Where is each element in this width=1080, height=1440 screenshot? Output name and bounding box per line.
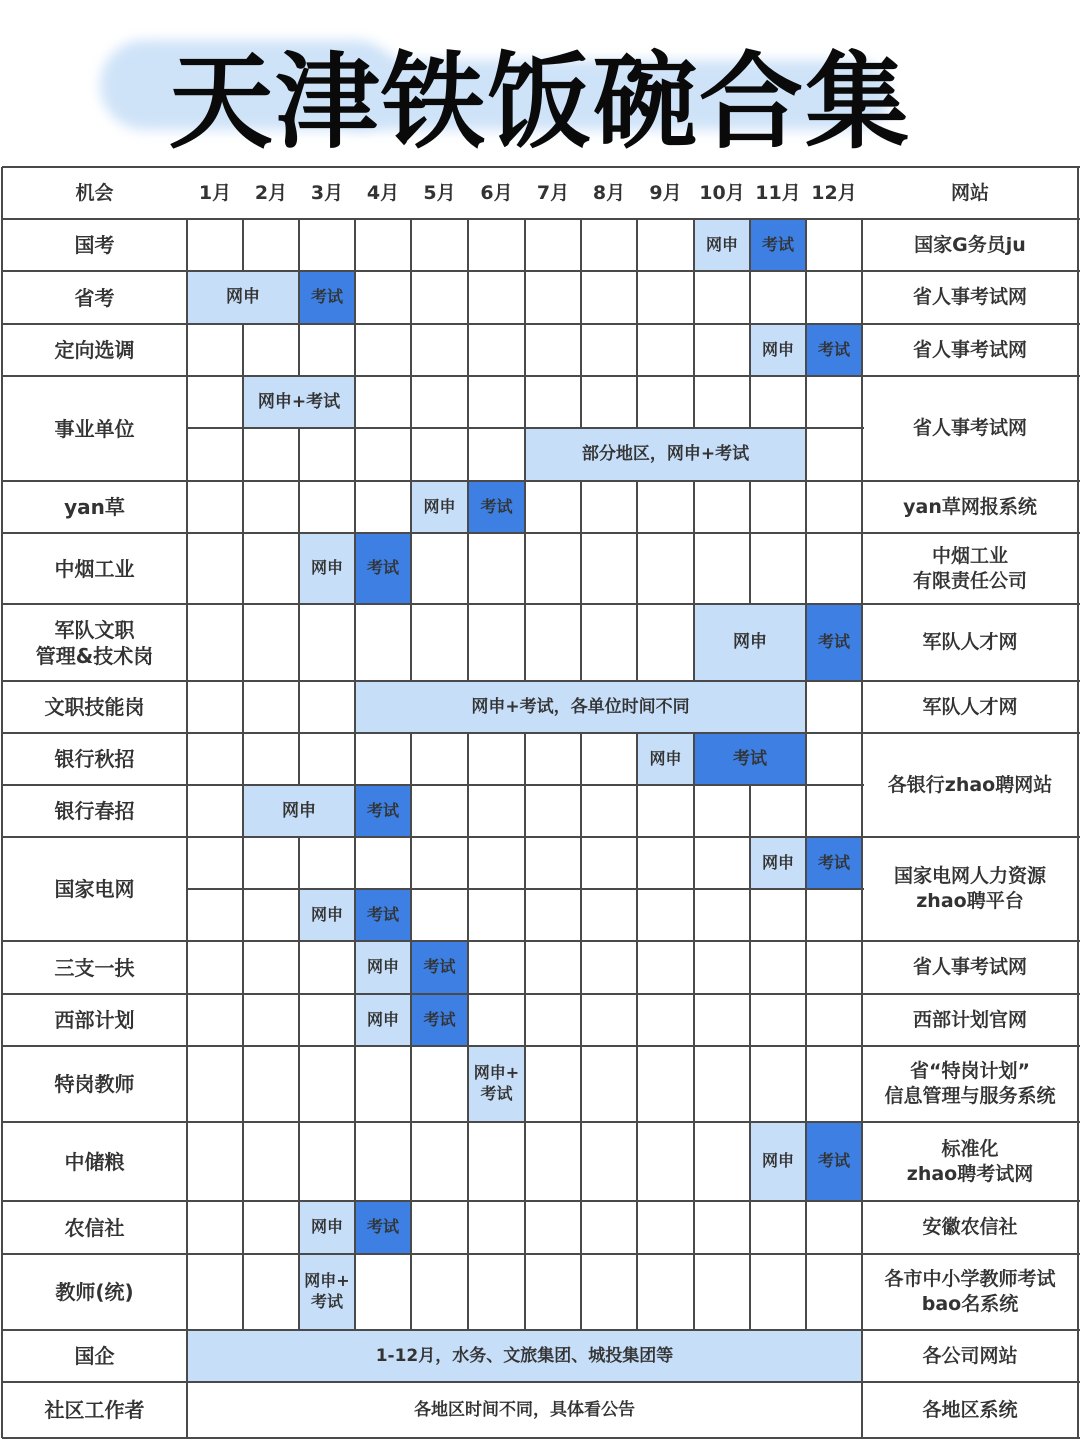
grid-line bbox=[524, 941, 526, 994]
schedule-bar-dark: 考试 bbox=[806, 324, 862, 376]
schedule-bar-light: 网申 bbox=[299, 533, 355, 604]
grid-line bbox=[242, 481, 244, 533]
grid-line bbox=[242, 785, 244, 837]
schedule-bar-dark: 考试 bbox=[355, 533, 411, 604]
grid-line bbox=[580, 604, 582, 681]
grid-line bbox=[354, 533, 356, 604]
schedule-bar-dark: 考试 bbox=[355, 1201, 411, 1254]
row-site: 标准化 zhao聘考试网 bbox=[906, 1137, 1034, 1185]
grid-line bbox=[524, 324, 526, 376]
schedule-bar-light: 网申+ 考试 bbox=[468, 1046, 525, 1122]
grid-line bbox=[467, 1122, 469, 1201]
grid-line bbox=[467, 733, 469, 785]
grid-line bbox=[693, 1254, 695, 1330]
grid-line bbox=[524, 271, 526, 324]
grid-line bbox=[410, 1254, 412, 1330]
grid-line bbox=[805, 219, 807, 271]
grid-line bbox=[580, 481, 582, 533]
grid-line bbox=[749, 785, 751, 837]
grid-line bbox=[580, 733, 582, 785]
grid-line bbox=[693, 889, 695, 941]
grid-line bbox=[354, 1254, 356, 1330]
grid-line bbox=[467, 837, 469, 889]
schedule-bar-dark: 考试 bbox=[468, 481, 525, 533]
row-site: yan草网报系统 bbox=[903, 495, 1037, 518]
grid-line bbox=[693, 733, 695, 785]
grid-line bbox=[524, 1254, 526, 1330]
grid-line bbox=[805, 428, 807, 481]
grid-line bbox=[354, 785, 356, 837]
grid-line bbox=[242, 837, 244, 889]
grid-line bbox=[524, 481, 526, 533]
grid-line bbox=[580, 837, 582, 889]
grid-line bbox=[354, 481, 356, 533]
header-month: 11月 bbox=[755, 181, 801, 204]
row-name: 农信社 bbox=[64, 1215, 125, 1240]
grid-line bbox=[410, 889, 412, 941]
grid-line bbox=[298, 681, 300, 733]
grid-line bbox=[354, 681, 356, 733]
header-month: 10月 bbox=[699, 181, 745, 204]
grid-line bbox=[467, 1254, 469, 1330]
grid-line bbox=[524, 219, 526, 271]
row-name: 特岗教师 bbox=[54, 1072, 135, 1096]
grid-line bbox=[467, 1201, 469, 1254]
row-site: 省人事考试网 bbox=[912, 417, 1027, 440]
grid-line bbox=[242, 941, 244, 994]
row-name: 国家电网 bbox=[54, 877, 135, 901]
grid-line bbox=[861, 785, 863, 837]
grid-line bbox=[298, 1254, 300, 1330]
grid-line bbox=[467, 324, 469, 376]
grid-line bbox=[693, 324, 695, 376]
header-month: 12月 bbox=[811, 181, 857, 204]
grid-line bbox=[354, 1201, 356, 1254]
grid-line bbox=[298, 889, 300, 941]
grid-line bbox=[805, 1201, 807, 1254]
header-month: 5月 bbox=[423, 181, 456, 204]
grid-line bbox=[410, 428, 412, 481]
schedule-bar-light: 网申 bbox=[411, 481, 468, 533]
grid-line bbox=[749, 324, 751, 376]
grid-line bbox=[636, 1122, 638, 1201]
grid-line bbox=[636, 733, 638, 785]
grid-line bbox=[636, 837, 638, 889]
grid-line bbox=[298, 428, 300, 481]
grid-line bbox=[693, 376, 695, 428]
grid-line bbox=[298, 733, 300, 785]
header-month: 7月 bbox=[536, 181, 570, 204]
row-name: 西部计划 bbox=[54, 1008, 135, 1032]
row-site: 省人事考试网 bbox=[912, 956, 1027, 979]
grid-line bbox=[749, 481, 751, 533]
header-name: 机会 bbox=[75, 181, 114, 204]
grid-line bbox=[467, 889, 469, 941]
grid-line bbox=[805, 1254, 807, 1330]
grid-line bbox=[242, 324, 244, 376]
grid-line bbox=[242, 219, 244, 271]
row-name: 国企 bbox=[74, 1344, 115, 1368]
grid-line bbox=[354, 889, 356, 941]
grid-line bbox=[805, 889, 807, 941]
grid-line bbox=[636, 219, 638, 271]
grid-line bbox=[580, 533, 582, 604]
schedule-bar-light: 网申 bbox=[750, 324, 806, 376]
grid-line bbox=[749, 376, 751, 428]
schedule-bar-light: 1-12月，水务、文旅集团、城投集团等 bbox=[187, 1330, 862, 1382]
grid-line bbox=[805, 1122, 807, 1201]
row-name: 教师(统) bbox=[55, 1280, 134, 1304]
row-name: 军队文职 管理&技术岗 bbox=[35, 617, 154, 668]
schedule-bar-light: 网申+ 考试 bbox=[299, 1254, 355, 1330]
row-site: 各公司网站 bbox=[922, 1344, 1018, 1367]
grid-line bbox=[524, 889, 526, 941]
grid-line bbox=[524, 428, 526, 481]
grid-line bbox=[298, 271, 300, 324]
grid-line bbox=[805, 733, 807, 785]
grid-line bbox=[410, 785, 412, 837]
grid-line bbox=[749, 1201, 751, 1254]
grid-line bbox=[693, 1201, 695, 1254]
grid-line bbox=[749, 1254, 751, 1330]
grid-line bbox=[242, 428, 244, 481]
grid-line bbox=[467, 271, 469, 324]
row-name: 国考 bbox=[74, 233, 115, 257]
grid-line bbox=[580, 271, 582, 324]
schedule-bar-light: 网申 bbox=[299, 1201, 355, 1254]
header-site: 网站 bbox=[950, 181, 989, 204]
row-site: 安徽农信社 bbox=[922, 1216, 1018, 1239]
grid-line bbox=[410, 1046, 412, 1122]
grid-line bbox=[298, 1046, 300, 1122]
grid-line bbox=[467, 376, 469, 428]
grid-line bbox=[693, 604, 695, 681]
schedule-bar-light: 部分地区，网申+考试 bbox=[525, 428, 806, 481]
row-name: 银行秋招 bbox=[54, 747, 135, 771]
grid-line bbox=[467, 428, 469, 481]
grid-line bbox=[693, 1046, 695, 1122]
header-month: 3月 bbox=[310, 181, 344, 204]
grid-line bbox=[298, 219, 300, 271]
grid-line bbox=[805, 681, 807, 733]
grid-line bbox=[298, 324, 300, 376]
grid-line bbox=[354, 376, 356, 428]
grid-line bbox=[242, 376, 244, 428]
grid-line bbox=[805, 837, 807, 889]
grid-line bbox=[693, 219, 695, 271]
schedule-bar-dark: 考试 bbox=[299, 271, 355, 324]
grid-line bbox=[524, 785, 526, 837]
row-site: 省人事考试网 bbox=[912, 338, 1027, 361]
grid-line bbox=[805, 994, 807, 1046]
grid-line bbox=[242, 1201, 244, 1254]
grid-line bbox=[354, 604, 356, 681]
schedule-bar-dark: 考试 bbox=[750, 219, 806, 271]
header-month: 6月 bbox=[480, 181, 513, 204]
grid-line bbox=[524, 733, 526, 785]
grid-line bbox=[354, 271, 356, 324]
row-site: 省人事考试网 bbox=[912, 286, 1027, 309]
schedule-bar-dark: 考试 bbox=[694, 733, 806, 785]
grid-line bbox=[636, 941, 638, 994]
grid-line bbox=[298, 994, 300, 1046]
schedule-bar-dark: 考试 bbox=[806, 1122, 862, 1201]
grid-line bbox=[298, 604, 300, 681]
grid-line bbox=[410, 324, 412, 376]
grid-line bbox=[580, 1046, 582, 1122]
grid-line bbox=[410, 994, 412, 1046]
row-name: 文职技能岗 bbox=[44, 695, 145, 719]
row-site: 各银行zhao聘网站 bbox=[887, 773, 1053, 796]
schedule-bar-light: 网申 bbox=[750, 1122, 806, 1201]
grid-line bbox=[410, 481, 412, 533]
row-name: 中烟工业 bbox=[54, 556, 135, 581]
grid-line bbox=[354, 1122, 356, 1201]
grid-line bbox=[410, 837, 412, 889]
schedule-bar-light: 网申 bbox=[355, 941, 411, 994]
grid-line bbox=[410, 271, 412, 324]
row-site: 各市中小学教师考试 bao名系统 bbox=[884, 1268, 1056, 1315]
schedule-bar-light: 网申+考试，各单位时间不同 bbox=[355, 681, 806, 733]
grid-line bbox=[805, 324, 807, 376]
grid-line bbox=[636, 604, 638, 681]
grid-line bbox=[298, 481, 300, 533]
grid-line bbox=[805, 481, 807, 533]
grid-line bbox=[242, 1122, 244, 1201]
grid-line bbox=[467, 604, 469, 681]
grid-line bbox=[805, 604, 807, 681]
grid-line bbox=[636, 785, 638, 837]
grid-line bbox=[354, 428, 356, 481]
grid-line bbox=[467, 941, 469, 994]
grid-line bbox=[298, 1122, 300, 1201]
grid-line bbox=[524, 1201, 526, 1254]
schedule-bar-dark: 考试 bbox=[411, 994, 468, 1046]
grid-line bbox=[242, 1046, 244, 1122]
grid-line bbox=[298, 533, 300, 604]
header-month: 9月 bbox=[649, 181, 682, 204]
schedule-bar-dark: 考试 bbox=[355, 785, 411, 837]
grid-line bbox=[749, 994, 751, 1046]
grid-line bbox=[410, 376, 412, 428]
grid-line bbox=[580, 941, 582, 994]
grid-line bbox=[580, 889, 582, 941]
grid-line bbox=[410, 1122, 412, 1201]
schedule-bar-none: 各地区时间不同，具体看公告 bbox=[414, 1399, 635, 1420]
row-site: 军队人才网 bbox=[922, 631, 1018, 654]
grid-line bbox=[805, 376, 807, 428]
schedule-bar-dark: 考试 bbox=[355, 889, 411, 941]
grid-line bbox=[524, 1046, 526, 1122]
grid-line bbox=[636, 889, 638, 941]
grid-line bbox=[580, 785, 582, 837]
grid-line bbox=[354, 994, 356, 1046]
grid-line bbox=[636, 271, 638, 324]
grid-line bbox=[242, 733, 244, 785]
grid-line bbox=[242, 1254, 244, 1330]
grid-line bbox=[298, 837, 300, 889]
schedule-bar-light: 网申 bbox=[694, 219, 750, 271]
schedule-bar-dark: 考试 bbox=[411, 941, 468, 994]
grid-line bbox=[354, 219, 356, 271]
grid-line bbox=[693, 941, 695, 994]
grid-line bbox=[580, 1254, 582, 1330]
grid-line bbox=[298, 941, 300, 994]
grid-line bbox=[749, 533, 751, 604]
page-title: 天津铁饭碗合集 bbox=[168, 41, 911, 163]
grid-line bbox=[467, 1046, 469, 1122]
grid-line bbox=[693, 271, 695, 324]
grid-line bbox=[524, 837, 526, 889]
grid-line bbox=[524, 376, 526, 428]
grid-line bbox=[524, 994, 526, 1046]
grid-line bbox=[580, 376, 582, 428]
grid-line bbox=[636, 1254, 638, 1330]
row-site: 国家G务员ju bbox=[914, 233, 1026, 256]
grid-line bbox=[410, 733, 412, 785]
row-name: 社区工作者 bbox=[44, 1398, 145, 1422]
row-name: 省考 bbox=[74, 285, 115, 310]
grid-line bbox=[242, 604, 244, 681]
grid-line bbox=[242, 681, 244, 733]
grid-line bbox=[805, 533, 807, 604]
row-name: 银行春招 bbox=[54, 799, 135, 823]
grid-line bbox=[749, 837, 751, 889]
grid-line bbox=[805, 1046, 807, 1122]
grid-line bbox=[693, 1122, 695, 1201]
grid-line bbox=[524, 1122, 526, 1201]
grid-line bbox=[242, 533, 244, 604]
grid-line bbox=[693, 533, 695, 604]
grid-line bbox=[354, 324, 356, 376]
schedule-bar-light: 网申 bbox=[637, 733, 694, 785]
row-name: 事业单位 bbox=[54, 416, 135, 441]
grid-line bbox=[354, 1046, 356, 1122]
grid-line bbox=[693, 837, 695, 889]
grid-line bbox=[636, 994, 638, 1046]
grid-line bbox=[636, 324, 638, 376]
grid-line bbox=[354, 837, 356, 889]
grid-line bbox=[636, 1046, 638, 1122]
grid-line bbox=[805, 785, 807, 837]
row-name: 三支一扶 bbox=[54, 955, 135, 980]
grid-line bbox=[805, 941, 807, 994]
grid-line bbox=[749, 1046, 751, 1122]
grid-line bbox=[580, 1122, 582, 1201]
grid-line bbox=[410, 941, 412, 994]
row-site: 各地区系统 bbox=[922, 1398, 1018, 1421]
grid-line bbox=[354, 941, 356, 994]
grid-line bbox=[242, 889, 244, 941]
grid-line bbox=[410, 604, 412, 681]
schedule-bar-light: 网申+考试 bbox=[243, 376, 355, 428]
grid-line bbox=[467, 994, 469, 1046]
schedule-bar-light: 网申 bbox=[243, 785, 355, 837]
grid-line bbox=[693, 481, 695, 533]
row-name: yan草 bbox=[64, 495, 125, 519]
schedule-bar-light: 网申 bbox=[299, 889, 355, 941]
row-site: 中烟工业 有限责任公司 bbox=[912, 544, 1027, 592]
grid-line bbox=[580, 994, 582, 1046]
row-site: 西部计划官网 bbox=[912, 1008, 1027, 1031]
grid-line bbox=[410, 533, 412, 604]
header-month: 4月 bbox=[366, 181, 400, 204]
grid-line bbox=[636, 481, 638, 533]
grid-line bbox=[749, 1122, 751, 1201]
grid-line bbox=[693, 994, 695, 1046]
schedule-bar-dark: 考试 bbox=[806, 604, 862, 681]
grid-line bbox=[749, 219, 751, 271]
grid-line bbox=[467, 219, 469, 271]
grid-line bbox=[2, 166, 1080, 168]
grid-line bbox=[580, 219, 582, 271]
grid-line bbox=[467, 533, 469, 604]
grid-line bbox=[749, 941, 751, 994]
row-name: 定向选调 bbox=[54, 338, 135, 362]
grid-line bbox=[580, 1201, 582, 1254]
header-month: 8月 bbox=[592, 181, 626, 204]
grid-line bbox=[636, 1201, 638, 1254]
grid-line bbox=[298, 1201, 300, 1254]
grid-line bbox=[749, 889, 751, 941]
grid-line bbox=[636, 376, 638, 428]
grid-line bbox=[693, 785, 695, 837]
row-name: 中储粮 bbox=[64, 1149, 125, 1174]
header-month: 1月 bbox=[198, 181, 232, 204]
grid-line bbox=[410, 1201, 412, 1254]
grid-line bbox=[580, 324, 582, 376]
schedule-bar-light: 网申 bbox=[694, 604, 806, 681]
schedule-bar-dark: 考试 bbox=[806, 837, 862, 889]
grid-line bbox=[636, 533, 638, 604]
grid-line bbox=[410, 219, 412, 271]
grid-line bbox=[524, 604, 526, 681]
grid-line bbox=[467, 481, 469, 533]
grid-line bbox=[524, 533, 526, 604]
schedule-bar-light: 网申 bbox=[750, 837, 806, 889]
grid-line bbox=[354, 733, 356, 785]
grid-line bbox=[467, 785, 469, 837]
schedule-bar-light: 网申 bbox=[187, 271, 299, 324]
grid-line bbox=[805, 271, 807, 324]
row-site: 国家电网人力资源 zhao聘平台 bbox=[893, 865, 1046, 912]
schedule-bar-light: 网申 bbox=[355, 994, 411, 1046]
grid-line bbox=[242, 994, 244, 1046]
row-site: 省“特岗计划” 信息管理与服务系统 bbox=[884, 1060, 1056, 1107]
grid-line bbox=[749, 271, 751, 324]
row-site: 军队人才网 bbox=[922, 695, 1018, 718]
header-month: 2月 bbox=[254, 181, 288, 204]
